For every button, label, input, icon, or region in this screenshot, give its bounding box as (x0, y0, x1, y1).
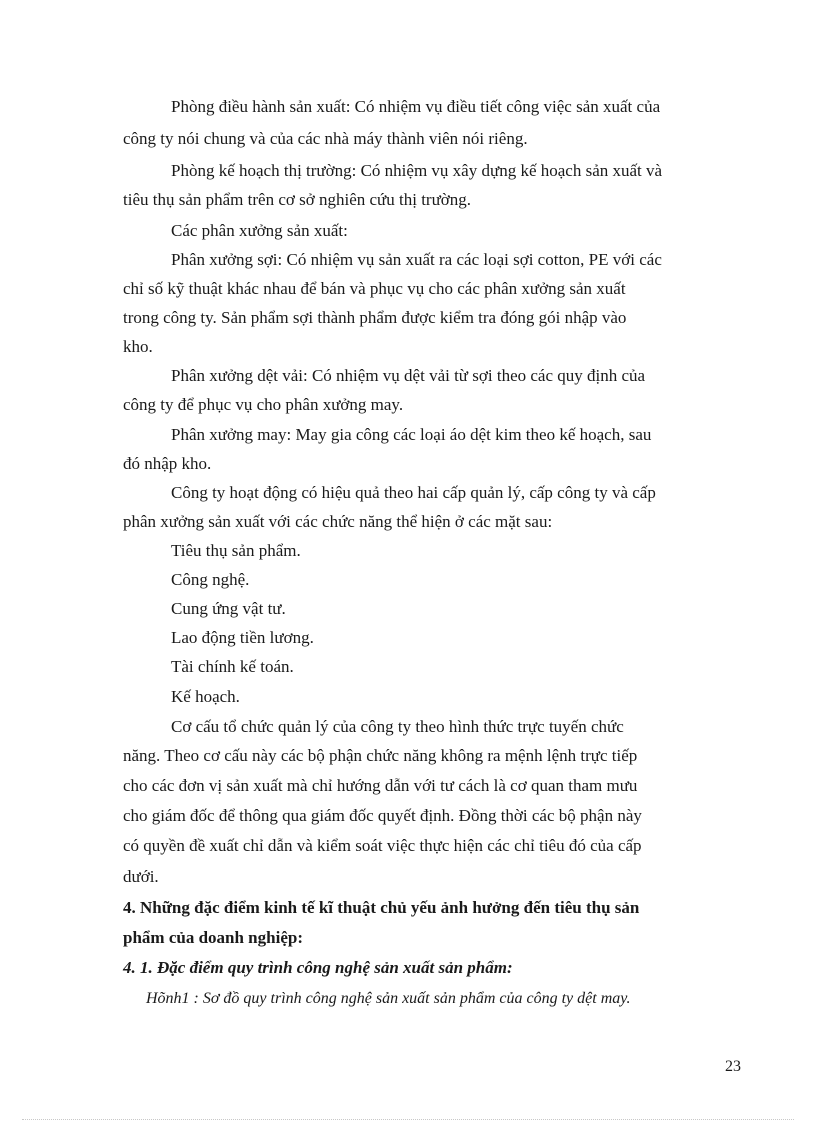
section-heading: phẩm của doanh nghiệp: (123, 928, 303, 947)
paragraph-line: kho. (123, 337, 153, 356)
paragraph-line: Phân xưởng dệt vải: Có nhiệm vụ dệt vải từ sợi theo các quy định của (171, 366, 646, 385)
list-item: Công nghệ. (171, 570, 250, 589)
list-item: Kế hoạch. (171, 687, 240, 706)
page-bottom-rule (22, 1119, 794, 1120)
paragraph-line: cho các đơn vị sản xuất mà chỉ hướng dẫn với tư cách là cơ quan tham mưu (123, 776, 638, 795)
paragraph-line: Công ty hoạt động có hiệu quả theo hai cấp quản lý, cấp công ty và cấp (171, 483, 656, 502)
paragraph-line: trong công ty. Sản phẩm sợi thành phẩm được kiểm tra đóng gói nhập vào (123, 308, 627, 327)
paragraph-line: Phân xưởng sợi: Có nhiệm vụ sản xuất ra các loại sợi cotton, PE với các (171, 250, 662, 269)
list-item: Tiêu thụ sản phẩm. (171, 541, 301, 560)
paragraph-line: Phòng kế hoạch thị trường: Có nhiệm vụ xây dựng kế hoạch sản xuất và (171, 161, 663, 180)
paragraph-line: năng. Theo cơ cấu này các bộ phận chức năng không ra mệnh lệnh trực tiếp (123, 746, 638, 765)
paragraph-line: Cơ cấu tổ chức quản lý của công ty theo hình thức trực tuyến chức (171, 717, 624, 736)
section-heading: 4. Những đặc điểm kinh tế kĩ thuật chủ yếu ảnh hưởng đến tiêu thụ sản (123, 898, 640, 917)
paragraph-line: công ty nói chung và của các nhà máy thành viên nói riêng. (123, 129, 528, 148)
paragraph-line: Phòng điều hành sản xuất: Có nhiệm vụ điều tiết công việc sản xuất của (171, 97, 661, 116)
paragraph-line: cho giám đốc để thông qua giám đốc quyết định. Đồng thời các bộ phận này (123, 806, 642, 825)
list-item: Cung ứng vật tư. (171, 599, 286, 618)
figure-caption: Hõnh1 : Sơ đồ quy trình công nghệ sản xuất sản phẩm của công ty dệt may. (146, 990, 631, 1007)
paragraph-line: Phân xưởng may: May gia công các loại áo dệt kim theo kế hoạch, sau (171, 425, 652, 444)
list-item: Tài chính kế toán. (171, 657, 294, 676)
subsection-heading: 4. 1. Đặc điểm quy trình công nghệ sản xuất sản phẩm: (123, 958, 513, 977)
paragraph-line: chỉ số kỹ thuật khác nhau để bán và phục vụ cho các phân xưởng sản xuất (123, 279, 626, 298)
paragraph-line: Các phân xưởng sản xuất: (171, 221, 348, 240)
paragraph-line: công ty để phục vụ cho phân xưởng may. (123, 395, 404, 414)
paragraph-line: tiêu thụ sản phẩm trên cơ sở nghiên cứu thị trường. (123, 190, 472, 209)
list-item: Lao động tiền lương. (171, 628, 314, 647)
paragraph-line: đó nhập kho. (123, 454, 212, 473)
paragraph-line: có quyền đề xuất chỉ dẫn và kiểm soát việc thực hiện các chỉ tiêu đó của cấp (123, 836, 642, 855)
paragraph-line: phân xưởng sản xuất với các chức năng thể hiện ở các mặt sau: (123, 512, 553, 531)
page-number: 23 (725, 1058, 741, 1075)
paragraph-line: dưới. (123, 867, 159, 886)
